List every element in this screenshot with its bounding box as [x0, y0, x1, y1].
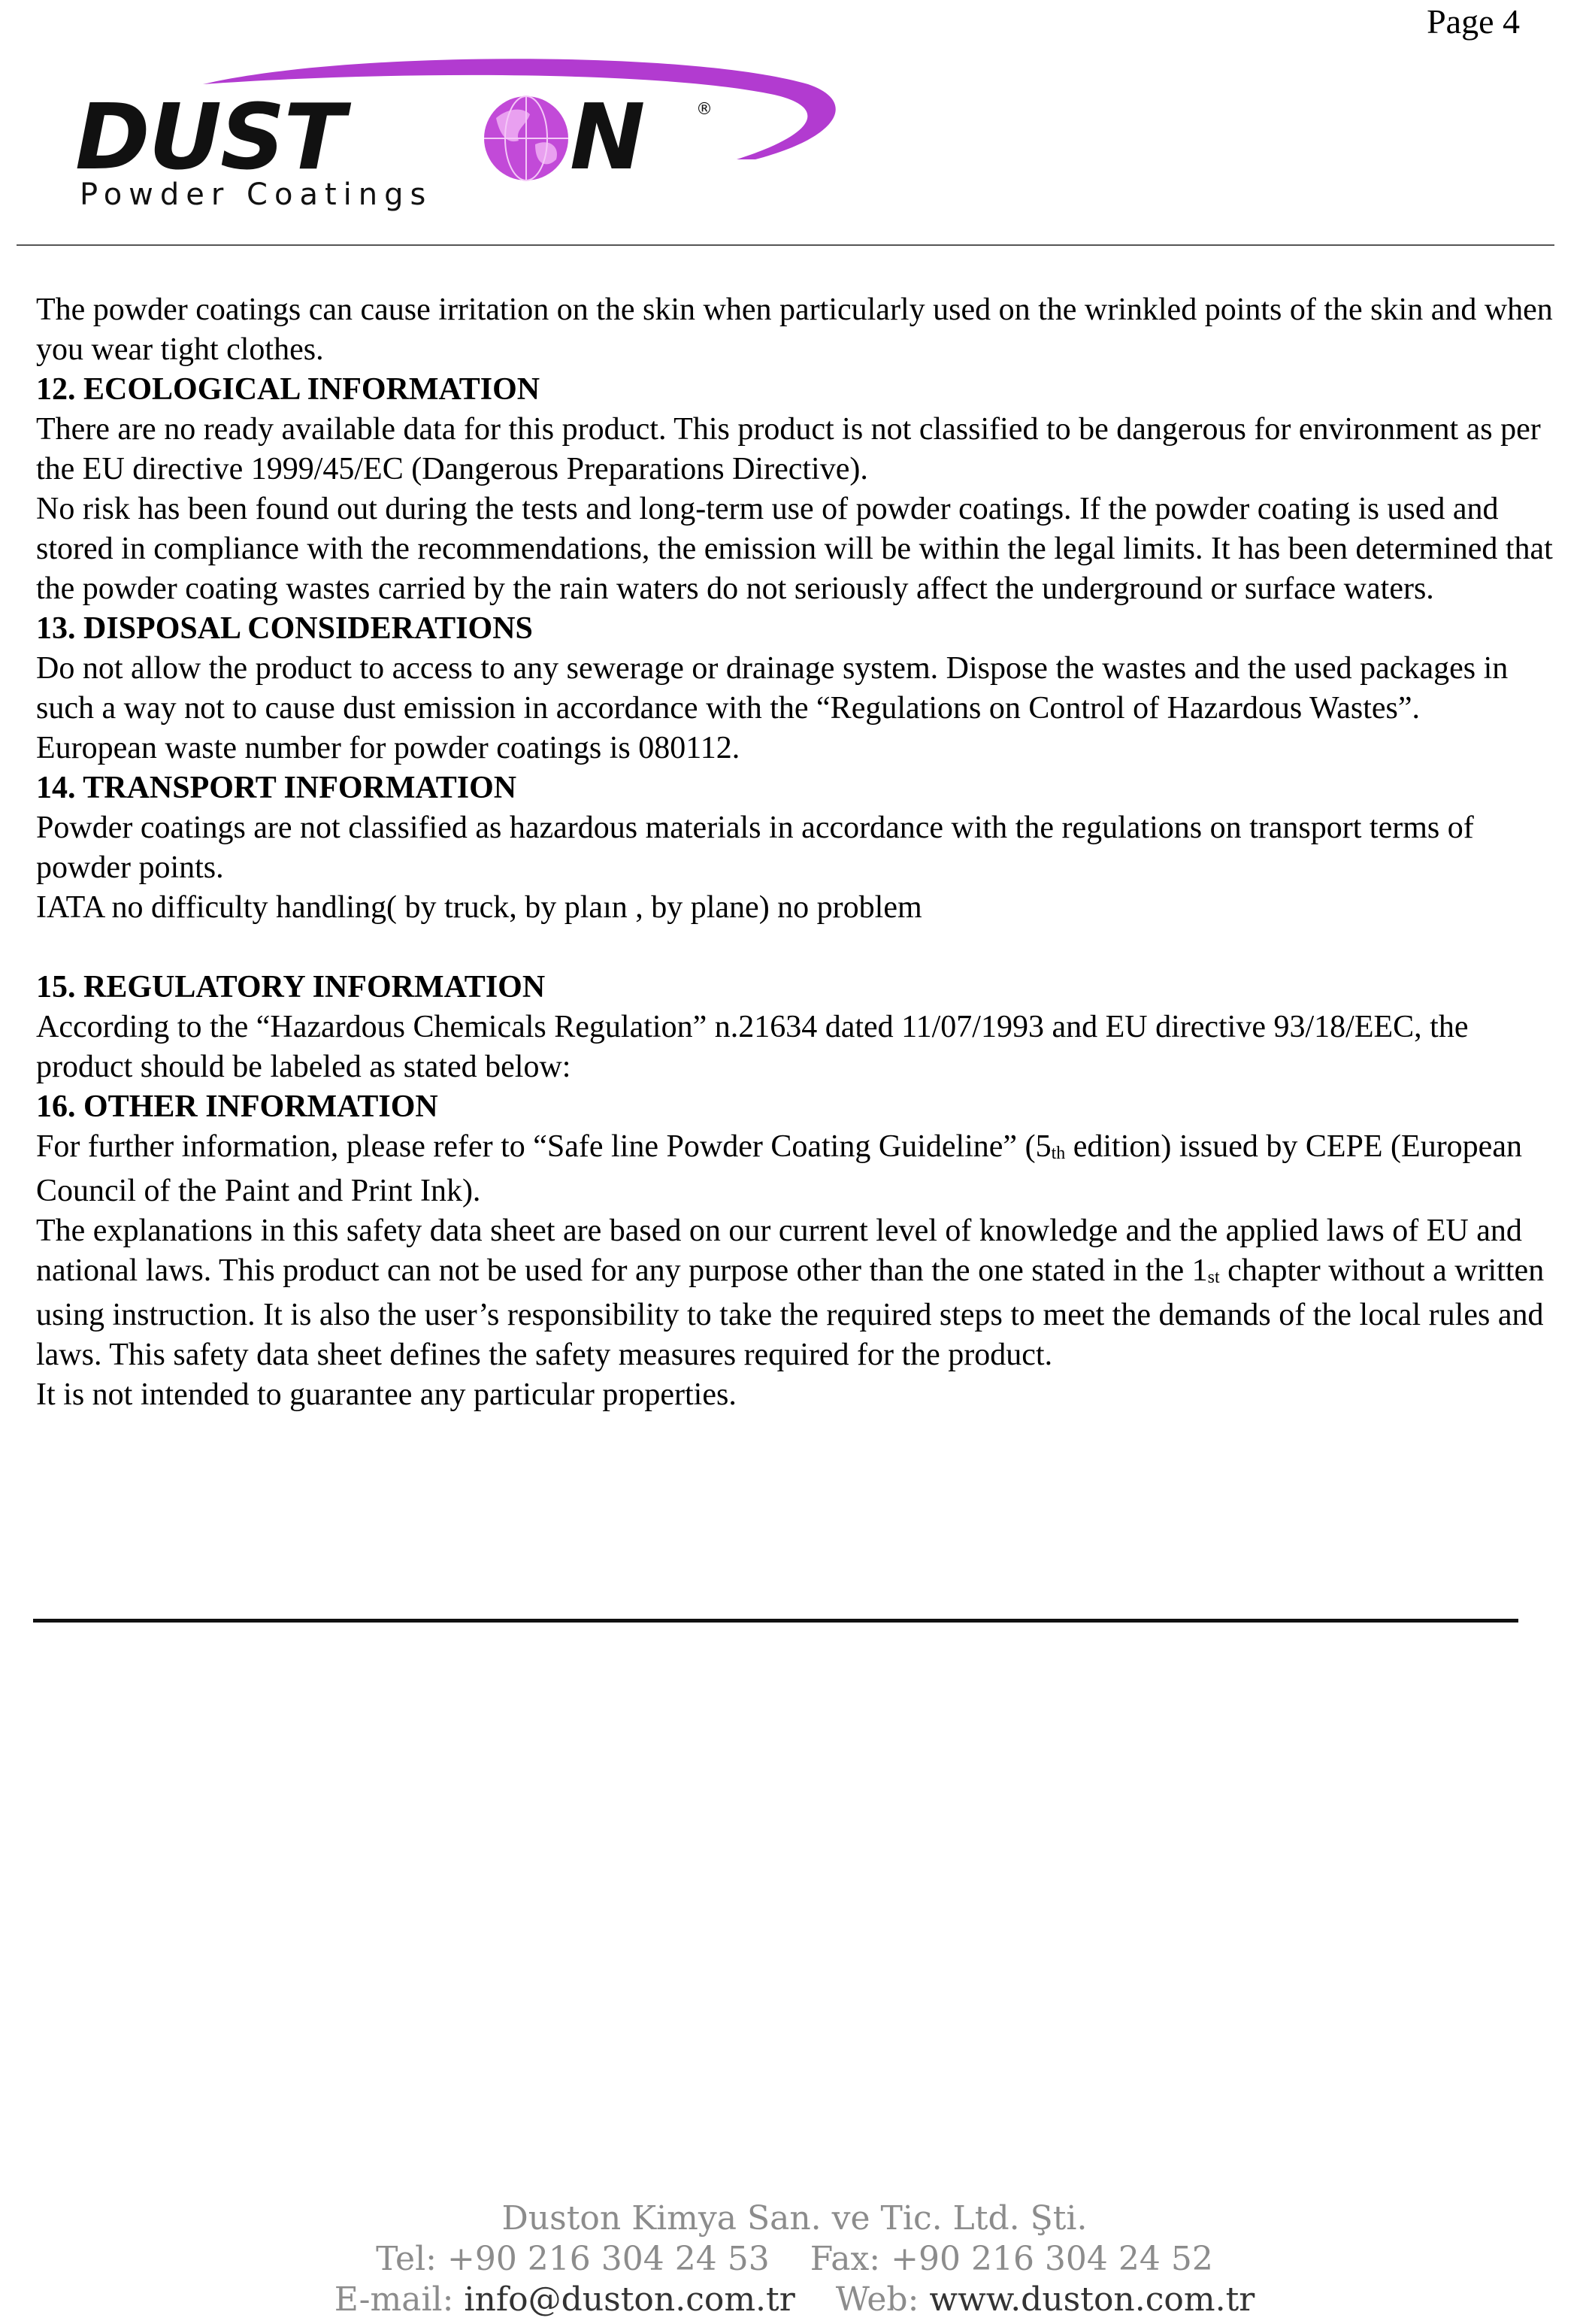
- footer-web-label: Web:: [835, 2280, 919, 2319]
- section-16-paragraph-2: [36, 1211, 1554, 1375]
- header-rule: [17, 244, 1554, 246]
- page-number: Page 4: [1427, 2, 1520, 41]
- paragraph-gap: [36, 928, 1554, 968]
- intro-paragraph: The powder coatings can cause irritation on the skin when particularly used on the wrinkled points of the skin and when you wear tight clothes.: [36, 292, 1553, 367]
- ordinal-suffix: st: [1207, 1268, 1220, 1287]
- section-12-paragraph-2: No risk has been found out during the tests and long-term use of powder coatings. If the powder coating is used and stored in compliance with the recommendations, the emission will be within the legal limits. It has been determined that the powder coating wastes carried by the rain waters do not seriously affect the underground or surface waters.: [36, 492, 1553, 606]
- ordinal-suffix: th: [1051, 1144, 1066, 1163]
- company-logo: [75, 54, 834, 216]
- section-14-heading: 14. TRANSPORT INFORMATION: [36, 771, 517, 805]
- duston-logo-graphic: [75, 54, 834, 216]
- text-run: The explanations in this safety data sheet are based on our current level of knowledge and the applied laws of EU and national laws. This product can not be used for any purpose other than the one stated in the 1: [36, 1214, 1522, 1288]
- footer-fax: Fax: +90 216 304 24 52: [810, 2240, 1213, 2278]
- logo-tagline: Powder Coatings: [80, 177, 433, 212]
- text-run: chapter without a written using instruction. It is also the user’s responsibility to take the required steps to meet the demands of the local rules and laws. This safety data sheet defines the safety measures required for the product.: [36, 1253, 1545, 1372]
- section-15-heading: 15. REGULATORY INFORMATION: [36, 970, 546, 1004]
- text-run: edition) issued by CEPE (European Council of the Paint and Print Ink).: [36, 1129, 1522, 1208]
- section-14-paragraph-2: IATA no difficulty handling( by truck, by plaın , by plane) no problem: [36, 890, 922, 925]
- section-13-paragraph-2: European waste number for powder coatings is 080112.: [36, 731, 740, 765]
- footer-contact: [0, 2280, 1589, 2320]
- section-13-paragraph-1: Do not allow the product to access to any sewerage or drainage system. Dispose the wastes and the used packages in such a way not to cause dust emission in accordance with the “Regulations on Control of Hazardous Wastes”.: [36, 651, 1509, 726]
- section-14-paragraph-1: Powder coatings are not classified as hazardous materials in accordance with the regulations on transport terms of powder points.: [36, 811, 1474, 885]
- footer-tel: Tel: +90 216 304 24 53: [376, 2240, 770, 2278]
- footer: [0, 2198, 1589, 2320]
- section-16-heading: 16. OTHER INFORMATION: [36, 1089, 438, 1124]
- section-12-heading: 12. ECOLOGICAL INFORMATION: [36, 372, 540, 407]
- footer-rule: [33, 1619, 1518, 1623]
- globe-icon: [484, 96, 568, 180]
- logo-wordmark-dust: DUST: [75, 86, 344, 190]
- section-13-heading: 13. DISPOSAL CONSIDERATIONS: [36, 611, 533, 646]
- section-15-paragraph-1: According to the “Hazardous Chemicals Regulation” n.21634 dated 11/07/1993 and EU directive 93/18/EEC, the product should be labeled as stated below:: [36, 1010, 1469, 1084]
- footer-email-link[interactable]: info@duston.com.tr: [464, 2280, 795, 2319]
- footer-phones: [0, 2239, 1589, 2280]
- section-16-paragraph-3: It is not intended to guarantee any particular properties.: [36, 1377, 737, 1412]
- logo-wordmark-n: N: [570, 86, 646, 190]
- footer-web-link[interactable]: www.duston.com.tr: [929, 2280, 1255, 2319]
- registered-mark: ®: [696, 100, 713, 119]
- text-run: For further information, please refer to “Safe line Powder Coating Guideline” (5: [36, 1129, 1052, 1164]
- footer-email-label: E-mail:: [334, 2280, 454, 2319]
- section-16-paragraph-1: [36, 1127, 1554, 1211]
- document-body: [36, 290, 1554, 1415]
- footer-company: Duston Kimya San. ve Tic. Ltd. Şti.: [501, 2199, 1088, 2238]
- section-12-paragraph-1: There are no ready available data for this product. This product is not classified to be dangerous for environment as per the EU directive 1999/45/EC (Dangerous Preparations Directive).: [36, 412, 1541, 486]
